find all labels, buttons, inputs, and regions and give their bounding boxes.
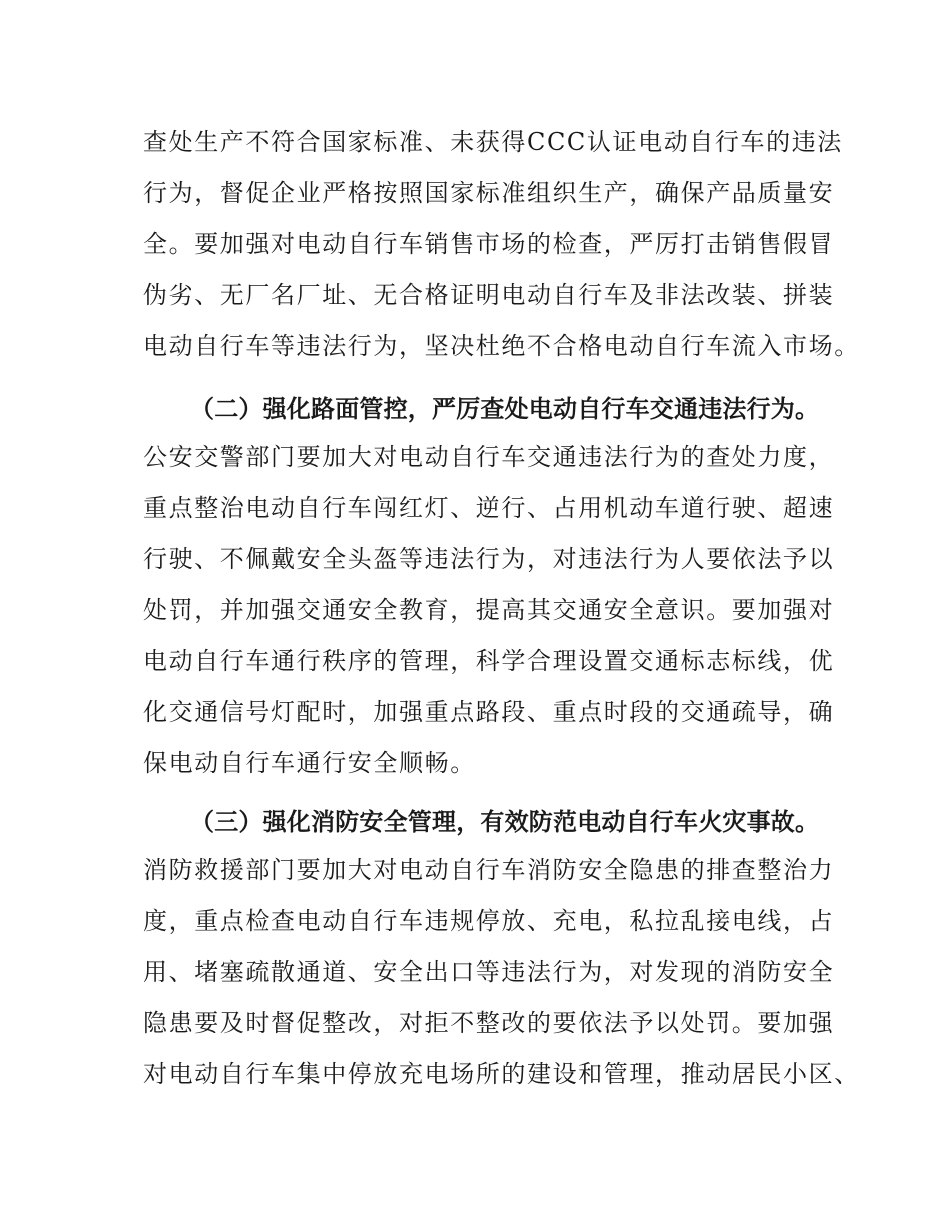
body-text-line: 全。要加强对电动自行车销售市场的检查，严厉打击销售假冒	[143, 230, 835, 258]
body-text-line: 伪劣、无厂名厂址、无合格证明电动自行车及非法改装、拼装	[143, 281, 835, 309]
body-text-line: 处罚，并加强交通安全教育，提高其交通安全意识。要加强对	[143, 596, 835, 624]
body-text-line: 行为，督促企业严格按照国家标准组织生产，确保产品质量安	[143, 179, 835, 207]
section-heading-3: （三）强化消防安全管理，有效防范电动自行车火灾事故。	[190, 808, 820, 836]
section-heading-2: （二）强化路面管控，严厉查处电动自行车交通违法行为。	[190, 395, 820, 423]
body-text-line: 保电动自行车通行安全顺畅。	[143, 749, 476, 777]
body-text-line: 度，重点检查电动自行车违规停放、充电，私拉乱接电线，占	[143, 907, 835, 935]
body-text-line: 化交通信号灯配时，加强重点路段、重点时段的交通疏导，确	[143, 698, 835, 726]
body-text-line: 重点整治电动自行车闯红灯、逆行、占用机动车道行驶、超速	[143, 494, 835, 522]
body-text-line: 对电动自行车集中停放充电场所的建设和管理，推动居民小区、	[143, 1060, 860, 1088]
body-text-line: 电动自行车通行秩序的管理，科学合理设置交通标志标线，优	[143, 647, 835, 675]
body-text-line: 行驶、不佩戴安全头盔等违法行为，对违法行为人要依法予以	[143, 545, 835, 573]
body-text-line: 消防救援部门要加大对电动自行车消防安全隐患的排查整治力	[143, 856, 835, 884]
body-text-line: 查处生产不符合国家标准、未获得CCC认证电动自行车的违法	[143, 128, 843, 156]
body-text-line: 公安交警部门要加大对电动自行车交通违法行为的查处力度，	[143, 443, 835, 471]
body-text-line: 电动自行车等违法行为，坚决杜绝不合格电动自行车流入市场。	[143, 332, 860, 360]
body-text-line: 隐患要及时督促整改，对拒不整改的要依法予以处罚。要加强	[143, 1009, 835, 1037]
body-text-line: 用、堵塞疏散通道、安全出口等违法行为，对发现的消防安全	[143, 958, 835, 986]
